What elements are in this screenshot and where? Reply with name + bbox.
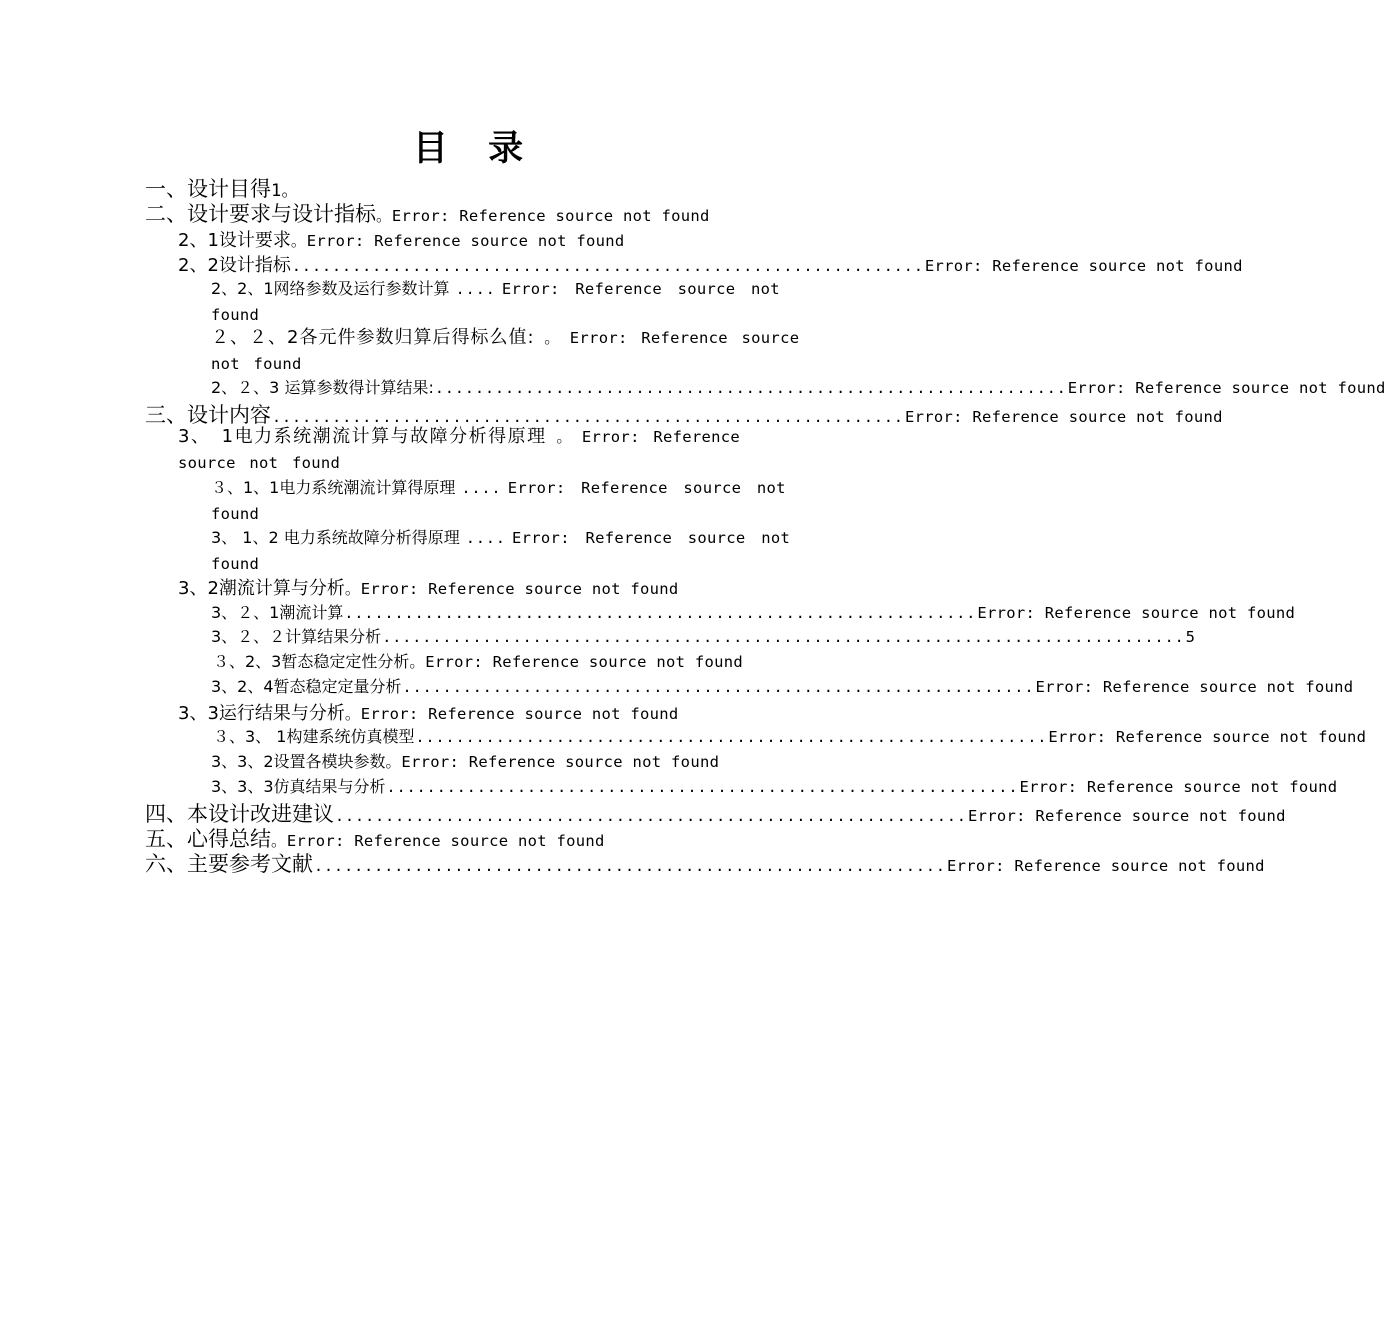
toc-dot-leader: ............................................................... [272,408,904,426]
toc-separator: 。 [556,428,573,446]
toc-dot-leader: ............................................................... [415,728,1048,746]
toc-entry-15[interactable] [213,649,806,672]
toc-entry-4[interactable] [178,251,1243,277]
toc-separator: 。 [385,753,402,771]
toc-entry-title: 3、 1、2 电力系统故障分析得原理 [211,528,460,547]
toc-entry-2[interactable] [145,198,806,228]
toc-page-ref: Error: Reference source not found [360,705,679,723]
toc-entry-title: 3、2潮流计算与分析 [178,578,345,599]
toc-page-ref: Error: Reference source not found [360,580,679,598]
toc-entry-title: 2、２、3 运算参数得计算结果: [211,378,434,397]
toc-separator: 。 [544,329,561,347]
toc-page-ref: Error: Reference source not found [904,408,1223,426]
toc-entry-5[interactable] [211,276,806,328]
toc-page-ref: Error: Reference source not found [211,280,780,324]
toc-page-ref: Error: Reference source not found [211,529,791,573]
toc-entry-title: 3、3、3仿真结果与分析 [211,777,386,796]
toc-entry-11[interactable] [211,525,806,577]
toc-separator: 。 [409,653,426,671]
toc-entry-title: 一、设计目得 [145,177,271,201]
toc-entry-title: 3、3、2设置各模块参数 [211,752,386,771]
toc-entry-title: 四、本设计改进建议 [145,802,334,826]
toc-dot-leader: ............................................................... [335,807,967,825]
toc-entry-title: 3、3运行结果与分析 [178,703,345,724]
toc-dot-leader: ............................................................... [291,257,924,275]
toc-entry-title: 五、心得总结 [145,827,271,851]
toc-separator: 。 [271,832,287,850]
toc-dot-leader: ............................................................... [344,604,977,622]
toc-dot-leader: ................................................................................ [382,628,1185,646]
toc-entry-17[interactable] [178,699,806,725]
toc-entry-3[interactable] [178,226,806,252]
toc-entry-9[interactable] [178,424,806,476]
toc-separator: 。 [376,207,392,225]
toc-entry-title: 2、2、1网络参数及运行参数计算 [211,279,450,298]
toc-separator: 。 [290,232,307,250]
toc-entry-title: 三、设计内容 [145,403,271,427]
toc-dot-leader: ............................................................... [314,857,946,875]
toc-page-ref: Error: Reference source not found [306,232,625,250]
page-title: 目 录 [412,129,538,169]
toc-entry-title: 二、设计要求与设计指标 [145,202,376,226]
toc-entry-14[interactable] [211,624,1196,647]
toc-dot-leader: ............................................................... [402,678,1035,696]
toc-entry-title: 2、1设计要求 [178,230,291,251]
toc-dot-leader: ............................................................... [386,778,1019,796]
toc-dot-leader: ............................................................... [434,379,1067,397]
toc-dot-leader: .... [455,280,496,298]
toc-page-ref: Error: Reference source not found [1035,678,1354,696]
toc-entry-title: 六、主要参考文献 [145,852,313,876]
toc-page-ref: Error: Reference source not found [967,807,1286,825]
toc-page-ref: Error: Reference source not found [178,428,741,472]
toc-entry-title: 3、２、２计算结果分析 [211,627,382,646]
toc-entry-title: 3、2、4暂态稳定定量分析 [211,677,402,696]
toc-entry-title: 2、2设计指标 [178,255,291,276]
toc-entry-title: ３、3、 1构建系统仿真模型 [213,727,415,746]
toc-page-ref: Error: Reference source not found [211,329,800,373]
toc-page-ref: Error: Reference source not found [946,857,1265,875]
toc-entry-title: ２、２、2各元件参数归算后得标么值: [211,327,535,348]
toc-page-ref: Error: Reference source not found [977,604,1296,622]
toc-page-ref: Error: Reference source not found [391,207,710,225]
toc-page-ref: Error: Reference source not found [924,257,1243,275]
toc-dot-leader: .... [465,529,506,547]
toc-entry-23[interactable] [145,848,1265,878]
toc-page-ref: Error: Reference source not found [286,832,605,850]
toc-page-ref: Error: Reference source not found [425,653,744,671]
toc-entry-19[interactable] [211,749,806,772]
toc-page-ref: Error: Reference source not found [401,753,720,771]
toc-page-ref: Error: Reference source not found [1019,778,1338,796]
toc-entry-7[interactable] [211,375,1386,398]
toc-entry-title: ３、1、1电力系统潮流计算得原理 [211,478,456,497]
toc-page-ref: Error: Reference source not found [211,479,786,523]
toc-page-ref: Error: Reference source not found [1067,379,1386,397]
toc-entry-16[interactable] [211,674,1354,697]
toc-dot-leader: .... [461,479,502,497]
toc-entry-13[interactable] [211,600,1296,623]
toc-page-ref: Error: Reference source not found [1048,728,1367,746]
toc-entry-12[interactable] [178,574,806,600]
toc-page-number: 5 [1185,628,1196,646]
toc-entry-10[interactable] [211,475,806,527]
toc-entry-6[interactable] [211,325,806,377]
toc-entry-title: ３、2、3暂态稳定定性分析 [213,652,410,671]
toc-entry-title: 3、２、1潮流计算 [211,603,344,622]
toc-separator: 。 [344,580,361,598]
toc-page-number: 1。 [271,181,299,201]
toc-entry-title: 3、 1电力系统潮流计算与故障分析得原理 [178,426,547,447]
toc-entry-18[interactable] [213,724,1367,747]
toc-separator: 。 [344,705,361,723]
toc-entry-20[interactable] [211,774,1338,797]
